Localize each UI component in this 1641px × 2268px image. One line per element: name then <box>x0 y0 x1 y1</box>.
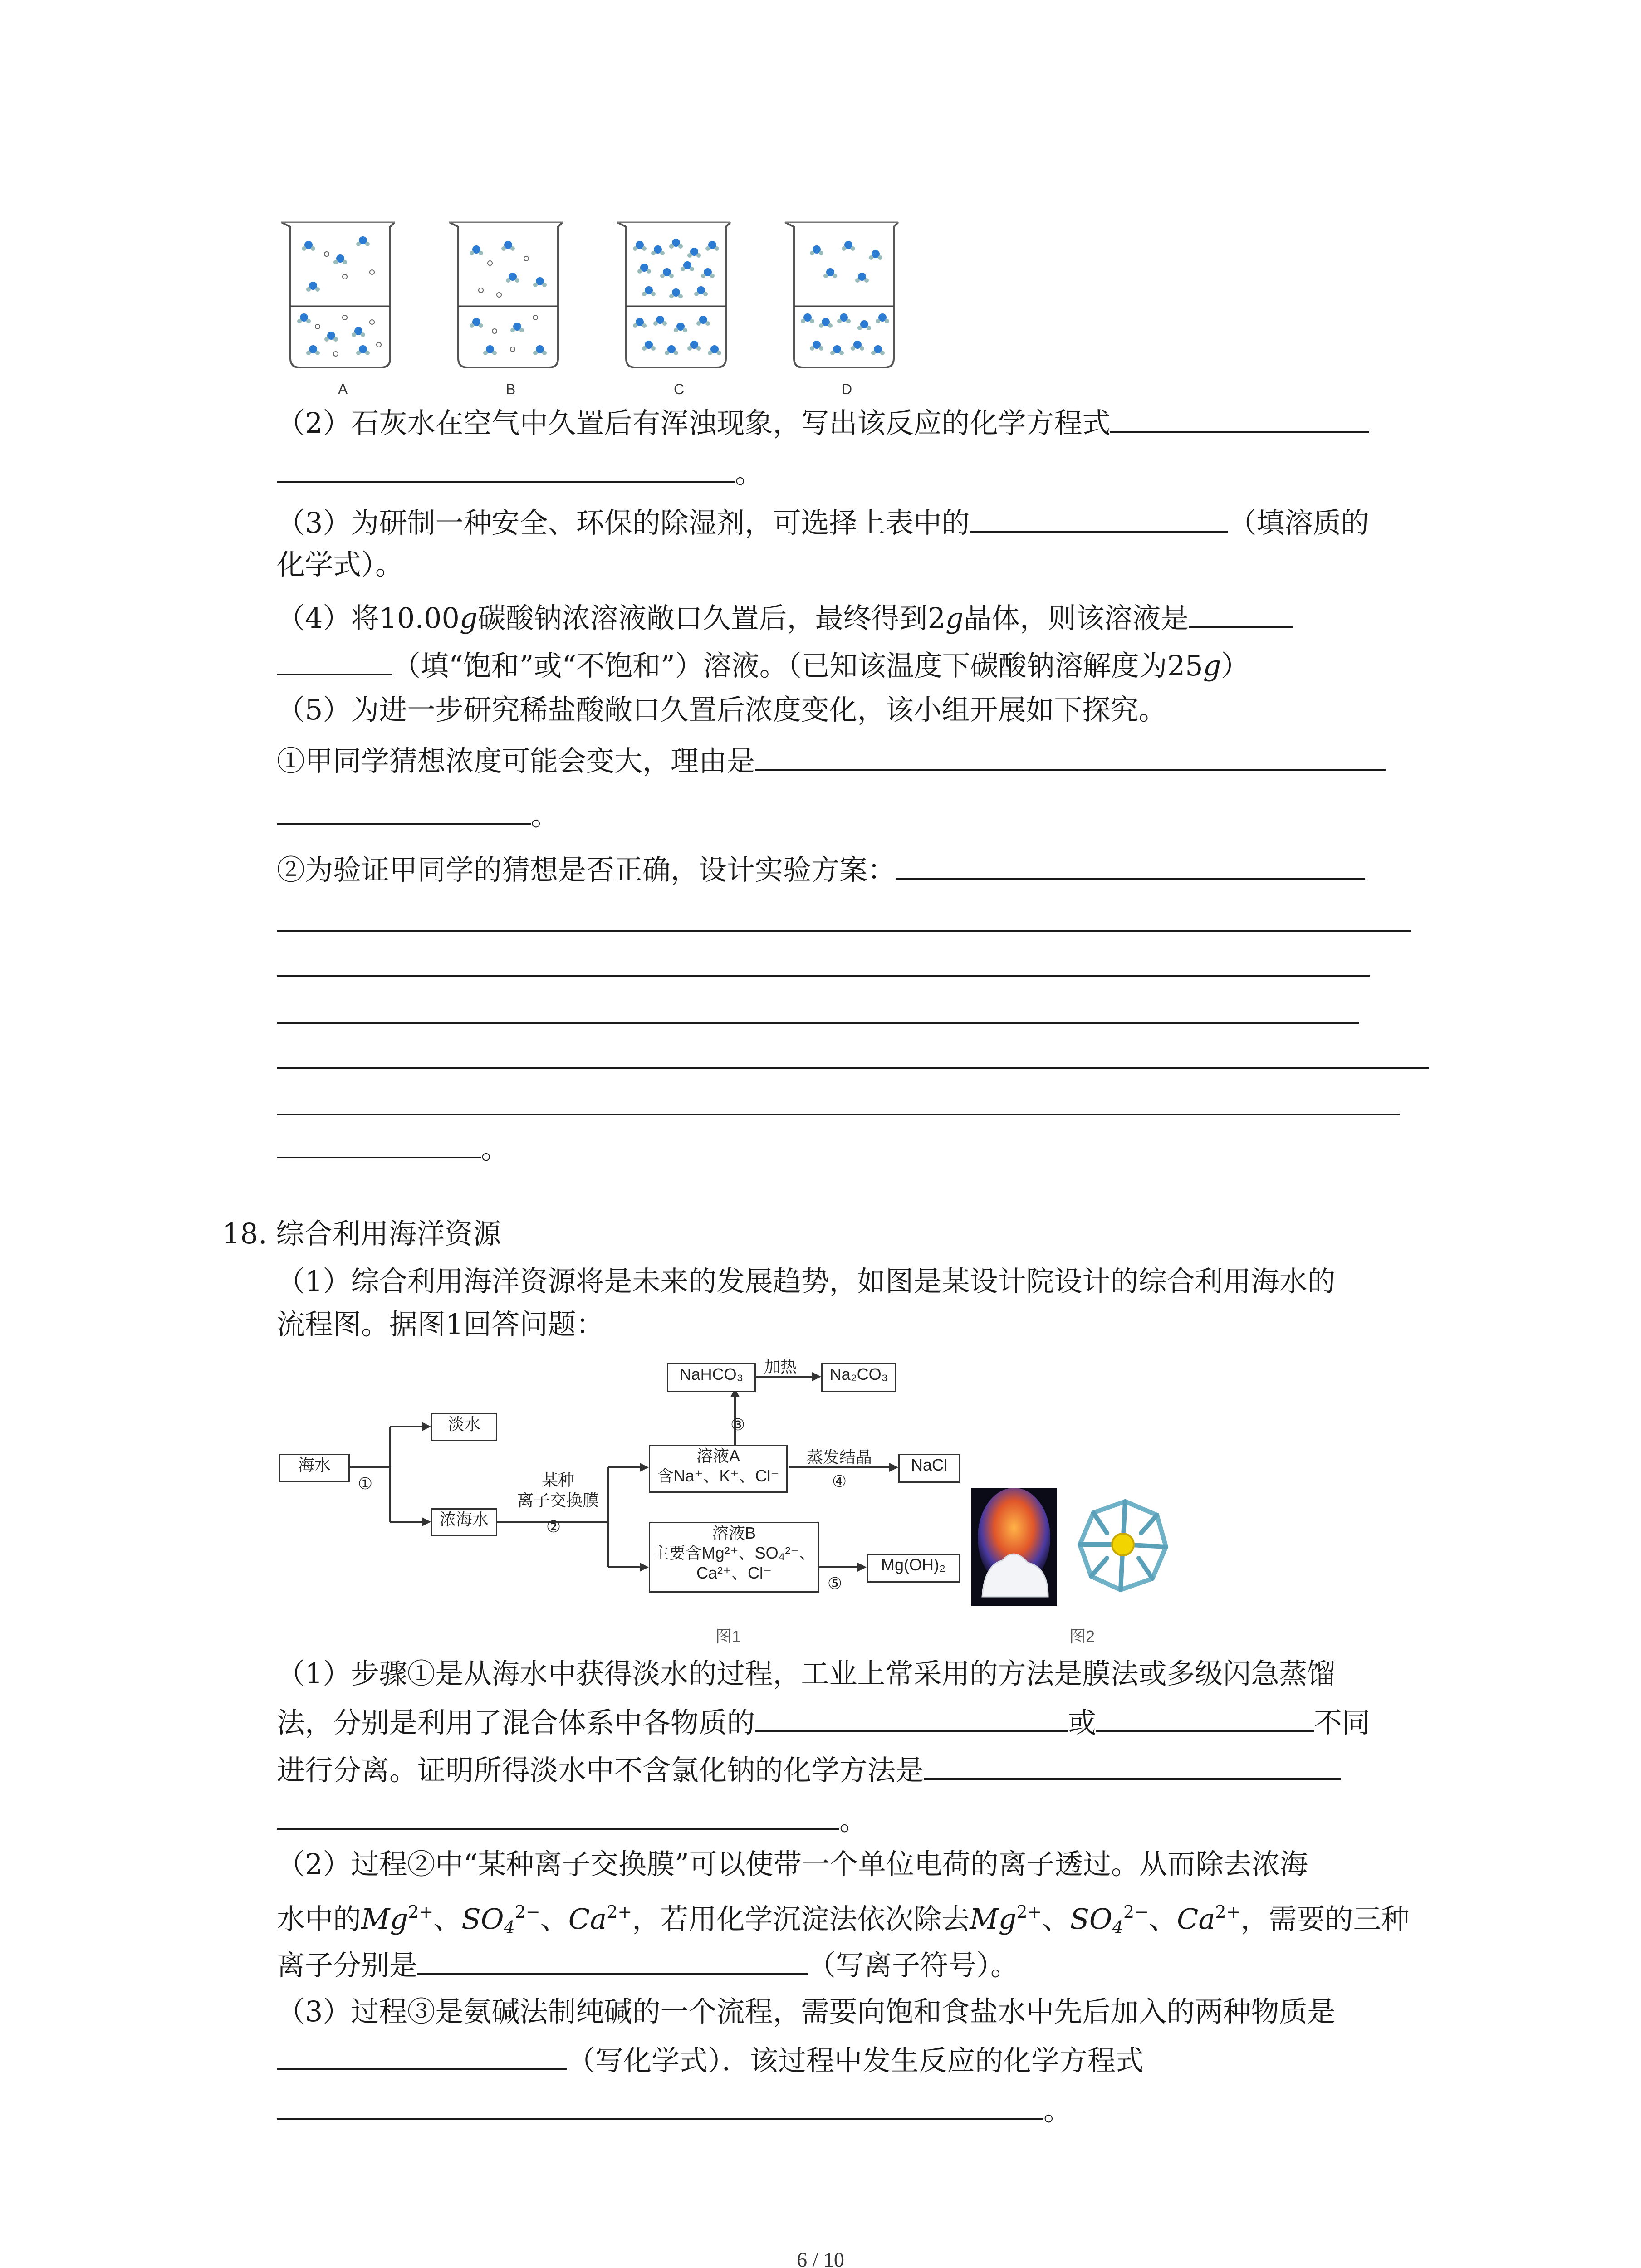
q17-p4-text-mid: 碳酸钠浓溶液敞口久置后，最终得到2 <box>477 601 946 635</box>
ion-charge: 2− <box>514 1902 540 1922</box>
step-4-label: ④ <box>832 1472 847 1491</box>
q18-s3-text: （3）过程③是氨碱法制纯碱的一个流程，需要向饱和食盐水中先后加入的两种物质是 <box>277 1995 1336 2028</box>
q18-s1-text3: 进行分离。证明所得淡水中不含氯化钠的化学方法是 <box>277 1754 924 1787</box>
q17-p5-text: （5）为进一步研究稀盐酸敞口久置后浓度变化，该小组开展如下探究。 <box>277 693 1167 726</box>
ion-charge: 2+ <box>1215 1902 1241 1922</box>
q17-p5-1-text: ①甲同学猜想浓度可能会变大，理由是 <box>277 744 755 777</box>
step-5-label: ⑤ <box>827 1574 843 1593</box>
q18-s2-line1 <box>277 1846 1308 1882</box>
q17-p4-text2-end: ） <box>1221 649 1249 682</box>
evaporation-label: 蒸发结晶 <box>806 1448 872 1466</box>
node-concentrated-seawater: 浓海水 <box>431 1508 497 1536</box>
period: 。 <box>531 799 559 832</box>
ion-ca: Ca <box>1177 1902 1215 1936</box>
node-solution-b <box>649 1522 819 1593</box>
q17-p2-text: （2）石灰水在空气中久置后有浑浊现象，写出该反应的化学方程式 <box>277 406 1111 440</box>
node-mgoh2: Mg(OH)₂ <box>867 1554 960 1583</box>
node-na2co3: Na₂CO₃ <box>821 1363 896 1392</box>
q17-p3-note: （填溶质的 <box>1228 506 1369 539</box>
q18-s2-text6: （写离子符号）。 <box>808 1949 1019 1982</box>
ion-mg: Mg <box>970 1902 1017 1936</box>
unit-g: g <box>1203 649 1221 682</box>
step-1-label: ① <box>358 1474 373 1493</box>
unit-g: g <box>945 601 964 635</box>
q18-s1-line1 <box>277 1656 1335 1692</box>
ion-ca: Ca <box>568 1902 607 1936</box>
q18-intro-text: （1）综合利用海洋资源将是未来的发展趋势，如图是某设计院设计的综合利用海水的 <box>277 1265 1336 1298</box>
node-nahco3: NaHCO₃ <box>667 1363 756 1392</box>
separator: 、 <box>1042 1902 1070 1936</box>
q18-s3-line2 <box>277 2041 1144 2079</box>
figure-1-caption: 图1 <box>715 1627 741 1646</box>
q18-s2-line2 <box>277 1894 1409 1945</box>
q17-p5-2-text: ②为验证甲同学的猜想是否正确，设计实验方案： <box>277 853 896 886</box>
q18-s1-line2 <box>277 1703 1370 1741</box>
period: 。 <box>1043 2094 1072 2127</box>
node-solution-a <box>649 1445 788 1493</box>
q18-s3-text2: （写化学式）．该过程中发生反应的化学方程式 <box>567 2044 1144 2077</box>
ion-charge: 2+ <box>607 1902 632 1922</box>
ion-charge: 2+ <box>1016 1902 1042 1922</box>
q18-s2-line3 <box>277 1946 1019 1984</box>
q17-p3-text2: 化学式）。 <box>277 548 404 581</box>
beaker-label-c: C <box>674 381 685 397</box>
heat-label: 加热 <box>764 1357 797 1376</box>
answer-blank[interactable] <box>924 1751 1341 1780</box>
q18-s2-text: （2）过程②中“某种离子交换膜”可以使带一个单位电荷的离子透过。从而除去浓海 <box>277 1848 1308 1881</box>
node-seawater: 海水 <box>279 1454 350 1482</box>
q18-s2-text5: 离子分别是 <box>277 1949 418 1982</box>
solution-a-title: 溶液A <box>696 1447 740 1465</box>
period: 。 <box>481 1132 509 1165</box>
unit-g: g <box>459 601 478 635</box>
q18-s1-text: （1）步骤①是从海水中获得淡水的过程，工业上常采用的方法是膜法或多级闪急蒸馏 <box>277 1657 1336 1690</box>
q18-s1-different: 不同 <box>1314 1706 1371 1739</box>
figure-2-caption: 图2 <box>1069 1627 1095 1646</box>
q18-title-text: 18. 综合利用海洋资源 <box>222 1217 501 1250</box>
q18-s2-text4: ，需要的三种 <box>1240 1902 1410 1936</box>
membrane-label-1: 某种 <box>541 1471 574 1489</box>
node-freshwater: 淡水 <box>431 1413 497 1441</box>
crystal-structure <box>1080 1501 1166 1590</box>
answer-blank[interactable] <box>417 1946 808 1975</box>
membrane-label-2: 离子交换膜 <box>517 1491 599 1510</box>
beaker-label-a: A <box>338 381 348 397</box>
solution-a-content: 含Na⁺、K⁺、Cl⁻ <box>657 1466 779 1485</box>
q17-p4-text2: （填“饱和”或“不饱和”）溶液。（已知该温度下碳酸钠溶解度为25 <box>392 649 1203 682</box>
node-nacl: NaCl <box>898 1454 960 1483</box>
page-number: 6 / 10 <box>797 2248 844 2268</box>
solution-b-content-2: Ca²⁺、Cl⁻ <box>696 1564 772 1582</box>
solution-b-content-1: 主要含Mg²⁺、SO₄²⁻、 <box>652 1544 816 1562</box>
separator: 、 <box>433 1902 462 1936</box>
q18-s3-line3 <box>277 2091 1072 2129</box>
step-2-label: ② <box>546 1517 561 1536</box>
period: 。 <box>735 456 764 489</box>
beaker-label-d: D <box>842 381 852 397</box>
q18-s1-text2: 法，分别是利用了混合体系中各物质的 <box>277 1706 755 1739</box>
q18-s1-line3 <box>277 1751 1341 1789</box>
figure-2-images <box>971 1488 1207 1606</box>
step-3-label: ③ <box>730 1415 745 1434</box>
flame-photo <box>971 1488 1057 1606</box>
q17-p3-text: （3）为研制一种安全、环保的除湿剂，可选择上表中的 <box>277 506 970 539</box>
q18-s1-line4 <box>277 1801 867 1838</box>
q18-intro-text2: 流程图。据图1回答问题： <box>277 1308 604 1341</box>
answer-blank[interactable] <box>755 1703 1068 1732</box>
solution-b-title: 溶液B <box>712 1524 756 1542</box>
period: 。 <box>839 1804 868 1837</box>
ion-charge: 2− <box>1123 1902 1149 1922</box>
ion-mg: Mg <box>361 1902 408 1936</box>
separator: 、 <box>1148 1902 1177 1936</box>
ion-so4: SO <box>461 1902 504 1936</box>
q18-s1-or: 或 <box>1068 1706 1097 1739</box>
q18-s2-text2: 水中的 <box>277 1902 362 1936</box>
q17-p4-text-post: 晶体，则该溶液是 <box>963 601 1189 635</box>
ion-charge: 2+ <box>408 1902 434 1922</box>
separator: 、 <box>540 1902 568 1936</box>
q17-p4-text: （4）将10.00 <box>277 601 460 635</box>
answer-blank[interactable] <box>277 1801 839 1830</box>
ion-subscript: 4 <box>1112 1917 1123 1937</box>
answer-blank[interactable] <box>1096 1703 1314 1732</box>
ion-subscript: 4 <box>504 1917 515 1937</box>
q18-s2-text3: ，若用化学沉淀法依次除去 <box>632 1902 970 1936</box>
ion-so4: SO <box>1070 1902 1112 1936</box>
q18-s3-line1 <box>277 1994 1335 2030</box>
beaker-label-b: B <box>506 381 516 397</box>
answer-blank[interactable] <box>277 2041 567 2070</box>
answer-blank[interactable] <box>277 2091 1043 2120</box>
